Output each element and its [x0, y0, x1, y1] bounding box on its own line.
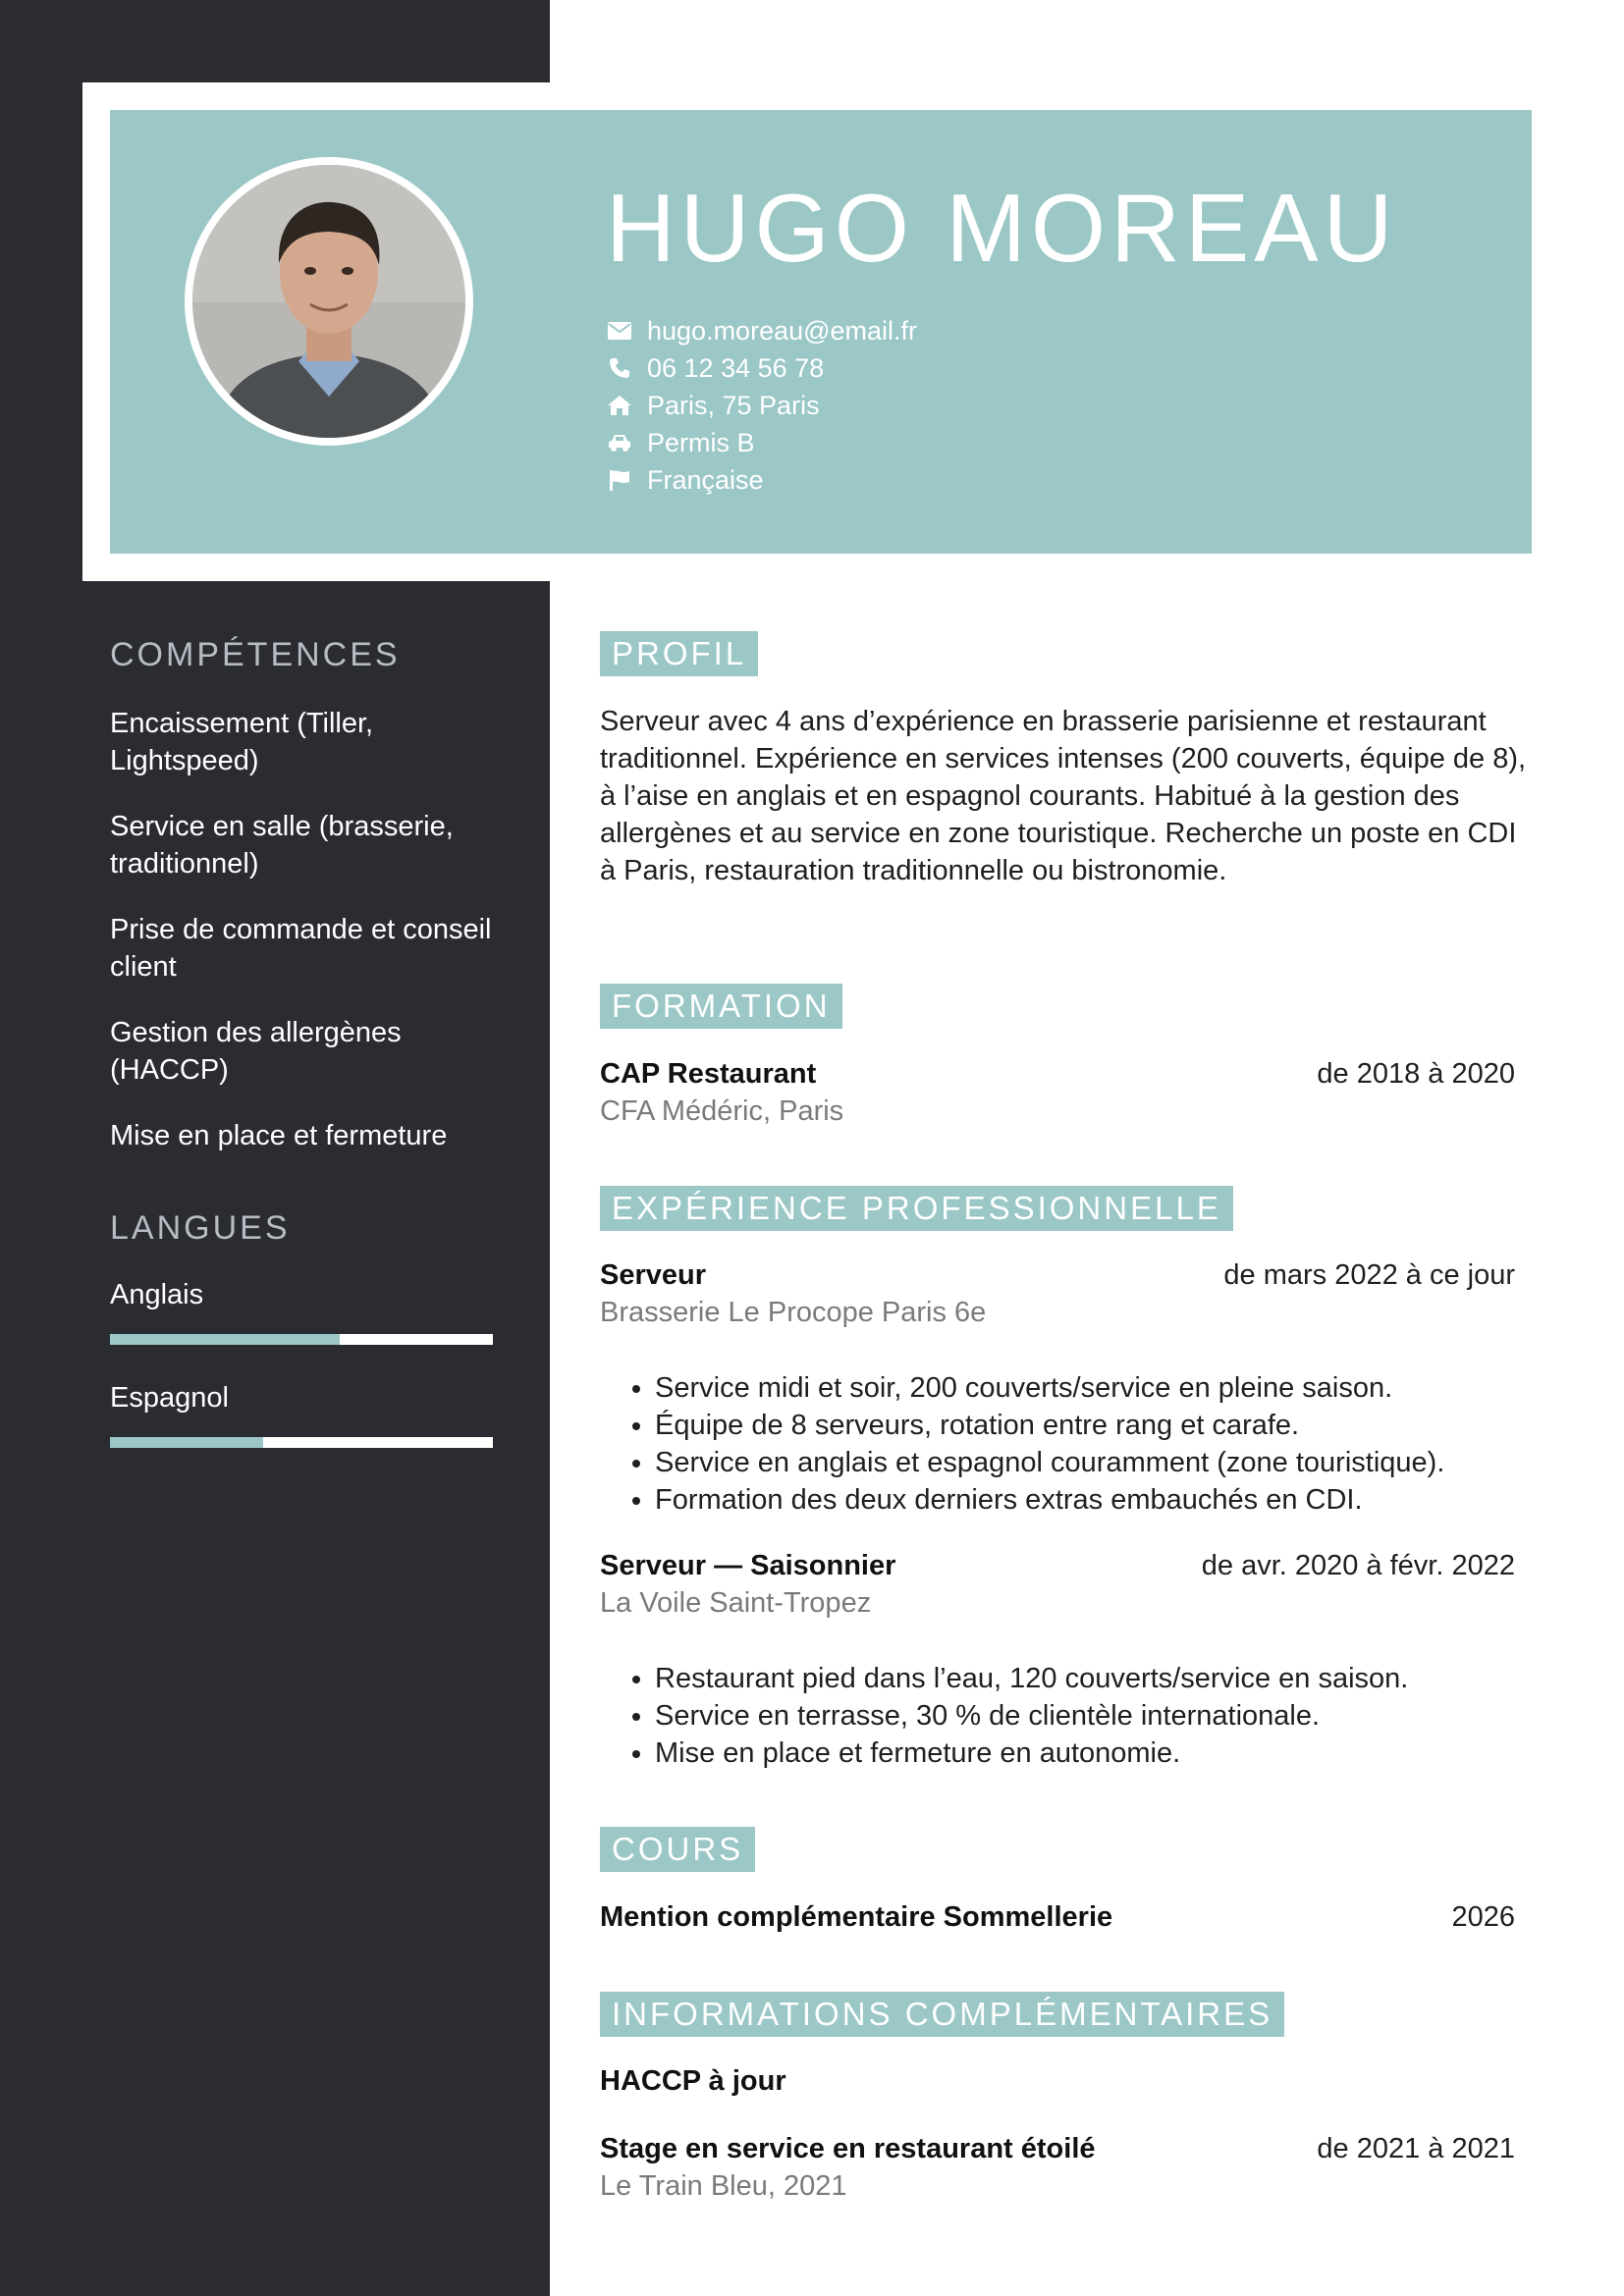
profile-summary: Serveur avec 4 ans d’expérience en brasserie parisienne et restaurant traditionnel. Expérience en services intenses (200 couverts, équipe de 8), à l’aise en anglais et en espagnol courants. Habitué à la gestion des allergènes et au service en zone touristique. Recherche un poste en CDI à Paris, restauration traditionnelle ou bistronomie.	[600, 706, 1527, 886]
skill-item: Prise de commande et conseil client	[110, 914, 492, 983]
entry-date: de 2021 à 2021	[1317, 2133, 1515, 2164]
languages-title: LANGUES	[110, 1209, 291, 1247]
entry-title: Stage en service en restaurant étoilé	[600, 2133, 1096, 2164]
entry-organization: Le Train Bleu, 2021	[600, 2170, 847, 2202]
skill-item: Gestion des allergènes (HACCP)	[110, 1017, 402, 1086]
contact-email	[606, 312, 917, 349]
section-title-cours: COURS	[600, 1827, 755, 1872]
entry-date: 2026	[1451, 1901, 1515, 1933]
entry-date: de mars 2022 à ce jour	[1223, 1259, 1515, 1291]
candidate-name: HUGO MOREAU	[606, 174, 1398, 282]
list-item: • Service en anglais et espagnol couramment (zone touristique).	[655, 1444, 1444, 1481]
profile-photo	[192, 165, 465, 438]
skill-item: Encaissement (Tiller, Lightspeed)	[110, 708, 374, 776]
contact-email-text[interactable]: hugo.moreau@email.fr	[647, 315, 918, 346]
entry-title: Mention complémentaire Sommellerie	[600, 1901, 1113, 1933]
entry-organization: La Voile Saint-Tropez	[600, 1587, 872, 1619]
experience-entry-header	[600, 1547, 1515, 1584]
list-item: • Formation des deux derniers extras embauchés en CDI.	[655, 1481, 1444, 1519]
entry-date: de avr. 2020 à févr. 2022	[1201, 1550, 1515, 1581]
entry-title: CAP Restaurant	[600, 1058, 817, 1090]
section-title-profil: PROFIL	[600, 631, 758, 676]
language-name: Espagnol	[110, 1382, 229, 1414]
language-level-bar	[110, 1437, 493, 1448]
skill-item: Mise en place et fermeture	[110, 1120, 448, 1151]
language-level-fill	[110, 1334, 340, 1345]
language-english	[110, 1276, 493, 1345]
contact-nationality	[606, 461, 917, 499]
skill-item: Service en salle (brasserie, traditionnel)	[110, 811, 454, 880]
info-entry-header	[600, 2062, 1515, 2100]
section-title-infos: INFORMATIONS COMPLÉMENTAIRES	[600, 1992, 1284, 2037]
skills-list	[110, 705, 503, 1183]
entry-title: Serveur — Saisonnier	[600, 1550, 896, 1581]
entry-title: HACCP à jour	[600, 2065, 786, 2097]
skills-title: COMPÉTENCES	[110, 636, 401, 673]
phone-icon	[606, 354, 633, 382]
experience-entry-header	[600, 1256, 1515, 1294]
avatar	[185, 157, 473, 446]
list-item: • Équipe de 8 serveurs, rotation entre rang et carafe.	[655, 1407, 1444, 1444]
contact-phone-text[interactable]: 06 12 34 56 78	[647, 352, 825, 383]
formation-entry-header	[600, 1055, 1515, 1093]
course-entry-header	[600, 1898, 1515, 1936]
entry-organization: CFA Médéric, Paris	[600, 1095, 844, 1127]
list-item: • Service en terrasse, 30 % de clientèle internationale.	[655, 1697, 1408, 1735]
entry-organization: Brasserie Le Procope Paris 6e	[600, 1297, 987, 1328]
entry-title: Serveur	[600, 1259, 707, 1291]
contact-phone	[606, 349, 917, 387]
contact-list	[606, 312, 917, 499]
contact-license	[606, 424, 917, 461]
entry-date: de 2018 à 2020	[1317, 1058, 1515, 1090]
section-title-experience: EXPÉRIENCE PROFESSIONNELLE	[600, 1186, 1233, 1231]
section-title-formation: FORMATION	[600, 984, 842, 1029]
info-entry-header	[600, 2130, 1515, 2167]
list-item: • Service midi et soir, 200 couverts/service en pleine saison.	[655, 1369, 1444, 1407]
envelope-icon	[606, 317, 633, 345]
experience-bullets	[600, 1369, 1444, 1519]
experience-bullets	[600, 1660, 1408, 1772]
contact-license-text: Permis B	[647, 427, 755, 457]
list-item: • Restaurant pied dans l’eau, 120 couverts/service en saison.	[655, 1660, 1408, 1697]
language-level-fill	[110, 1437, 263, 1448]
contact-nationality-text: Française	[647, 464, 764, 495]
contact-address	[606, 387, 917, 424]
language-spanish	[110, 1379, 493, 1448]
home-icon	[606, 392, 633, 419]
language-name: Anglais	[110, 1279, 204, 1310]
flag-icon	[606, 466, 633, 494]
car-icon	[606, 429, 633, 456]
list-item: • Mise en place et fermeture en autonomie.	[655, 1735, 1408, 1772]
contact-address-text: Paris, 75 Paris	[647, 390, 820, 420]
language-level-bar	[110, 1334, 493, 1345]
